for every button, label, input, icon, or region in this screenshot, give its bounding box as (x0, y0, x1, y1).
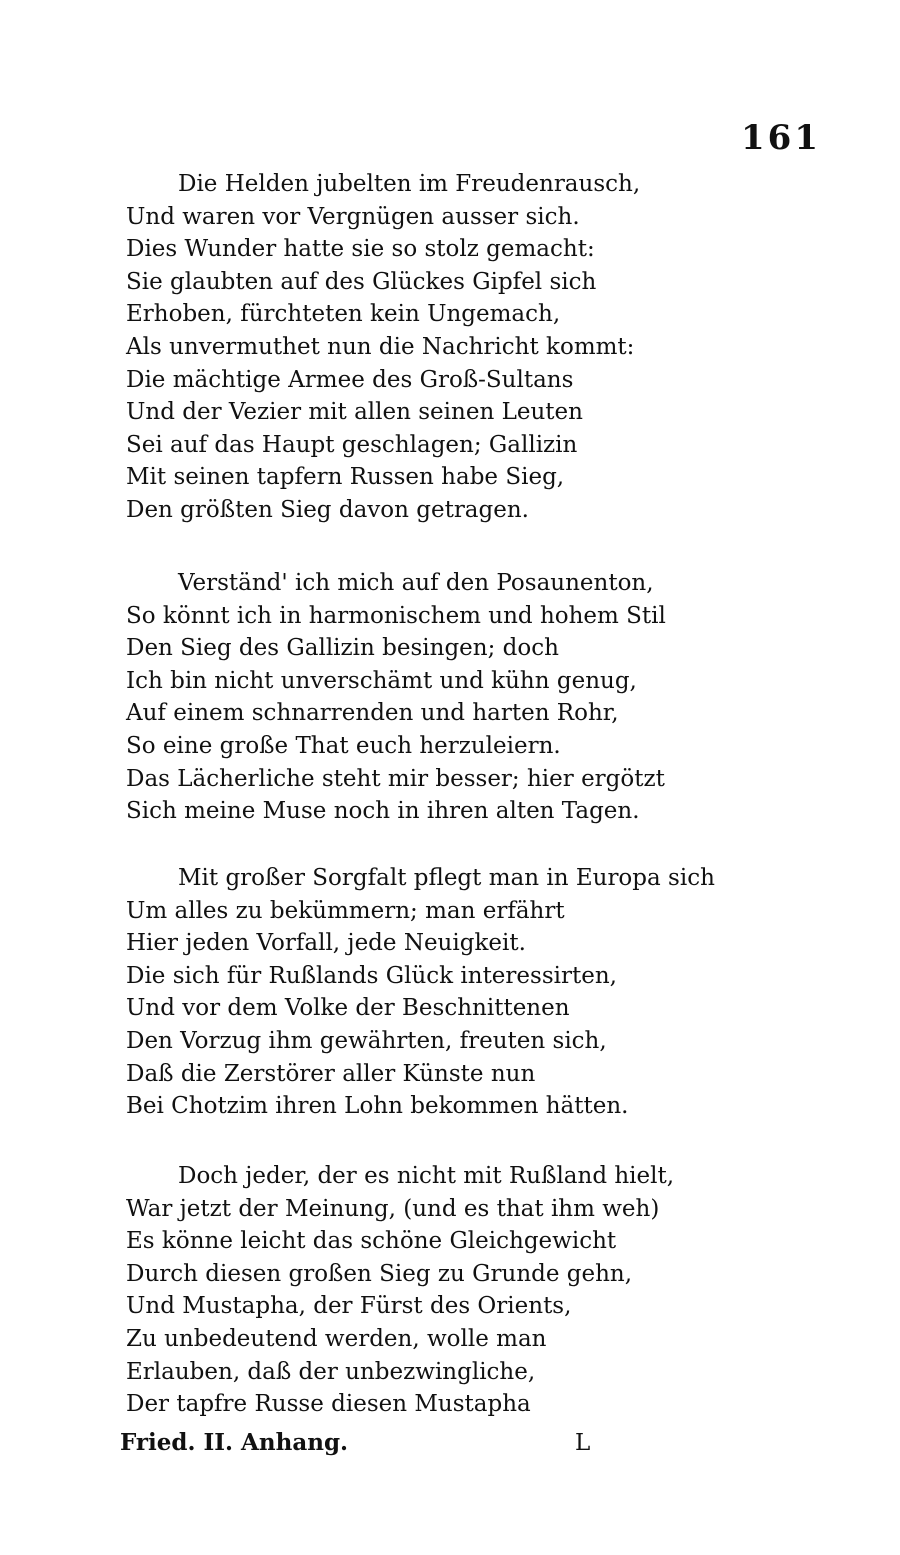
verse-line: Sich meine Muse noch in ihren alten Tagen. (126, 798, 640, 825)
verse-line: So könnt ich in harmonischem und hohem Stil (126, 602, 666, 629)
verse-line: Sei auf das Haupt geschlagen; Gallizin (126, 431, 578, 458)
verse-line: Es könne leicht das schöne Gleichgewicht (126, 1228, 617, 1255)
verse-line: Und vor dem Volke der Beschnittenen (126, 995, 570, 1022)
verse-line: Erlauben, daß der unbezwingliche, (126, 1358, 536, 1385)
verse-line: Um alles zu bekümmern; man erfährt (126, 897, 565, 924)
verse-line: Den Sieg des Gallizin besingen; doch (126, 635, 559, 662)
verse-line: Die sich für Rußlands Glück interessirten, (126, 962, 617, 989)
verse-line: Hier jeden Vorfall, jede Neuigkeit. (126, 930, 526, 957)
verse-line: Sie glaubten auf des Glückes Gipfel sich (126, 268, 597, 295)
stanza-1 (126, 168, 806, 527)
verse-line: Den Vorzug ihm gewährten, freuten sich, (126, 1027, 607, 1054)
signature-mark: Fried. II. Anhang. (120, 1429, 349, 1456)
verse-line: Die Helden jubelten im Freudenrausch, (178, 171, 641, 197)
verse-line: Dies Wunder hatte sie so stolz gemacht: (126, 236, 595, 263)
verse-line: Doch jeder, der es nicht mit Rußland hielt, (178, 1163, 675, 1189)
verse-line: Das Lächerliche steht mir besser; hier ergötzt (126, 765, 665, 792)
verse-line: So eine große That euch herzuleiern. (126, 732, 561, 759)
page-footer (120, 1426, 620, 1460)
stanza-2 (126, 567, 806, 828)
verse-line: Verständ' ich mich auf den Posaunenton, (178, 570, 654, 596)
verse-line: Ich bin nicht unverschämt und kühn genug, (126, 667, 637, 694)
verse-line: Als unvermuthet nun die Nachricht kommt: (126, 333, 635, 360)
page-number: 161 (741, 118, 821, 158)
verse-line: Durch diesen großen Sieg zu Grunde gehn, (126, 1260, 633, 1287)
verse-line: Bei Chotzim ihren Lohn bekommen hätten. (126, 1093, 629, 1120)
verse-line: Und der Vezier mit allen seinen Leuten (126, 399, 583, 426)
verse-line: Erhoben, fürchteten kein Ungemach, (126, 301, 561, 328)
verse-line: Mit großer Sorgfalt pflegt man in Europa sich (178, 865, 715, 891)
verse-line: Die mächtige Armee des Groß-Sultans (126, 366, 574, 393)
verse-line: Mit seinen tapfern Russen habe Sieg, (126, 464, 565, 491)
catchword: L (575, 1430, 591, 1456)
verse-line: Und waren vor Vergnügen ausser sich. (126, 203, 580, 230)
verse-line: Der tapfre Russe diesen Mustapha (126, 1391, 531, 1418)
verse-line: War jetzt der Meinung, (und es that ihm weh) (126, 1195, 660, 1222)
stanza-4 (126, 1160, 806, 1421)
verse-line: Auf einem schnarrenden und harten Rohr, (126, 700, 619, 727)
stanza-3 (126, 862, 806, 1123)
verse-line: Und Mustapha, der Fürst des Orients, (126, 1293, 572, 1320)
verse-line: Zu unbedeutend werden, wolle man (126, 1325, 547, 1352)
verse-line: Daß die Zerstörer aller Künste nun (126, 1060, 536, 1087)
verse-line: Den größten Sieg davon getragen. (126, 496, 529, 523)
